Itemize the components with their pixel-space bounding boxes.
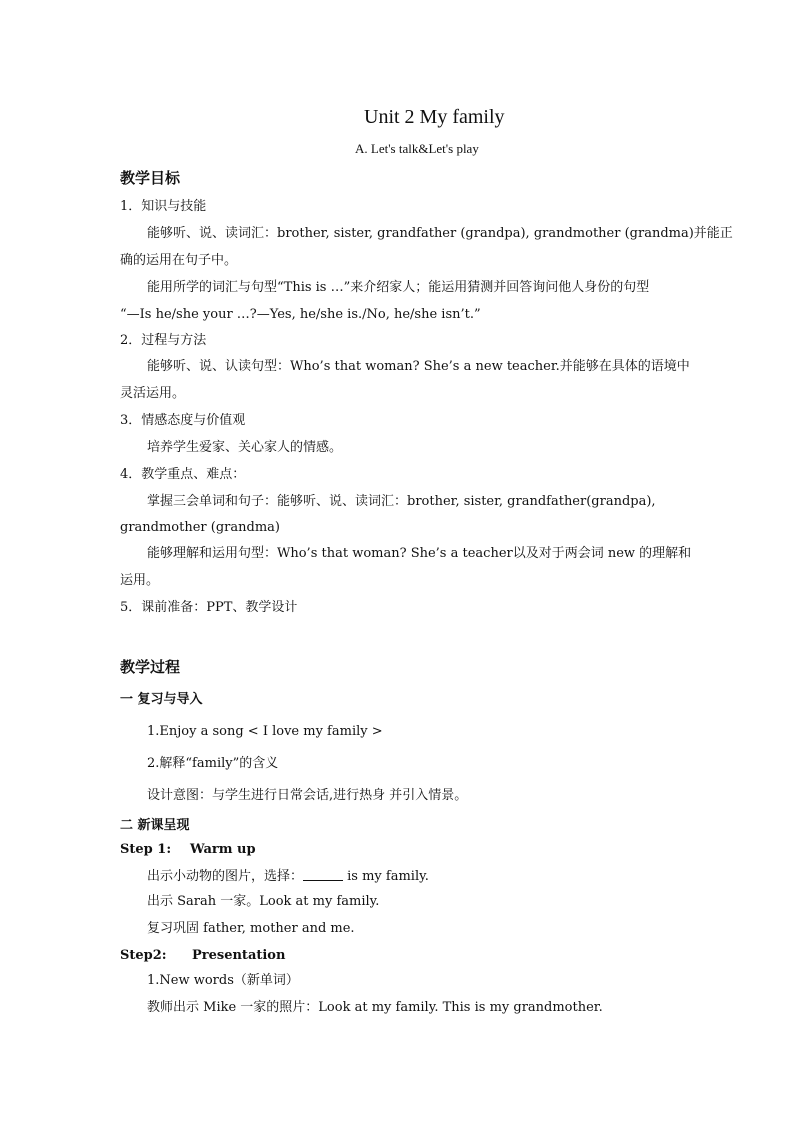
part-heading-new-lesson: 二 新课呈现 — [120, 818, 190, 833]
paragraph-line: “—Is he/she your …?—Yes, he/she is./No, he/she isn’t.” — [120, 307, 481, 322]
fill-in-blank — [303, 868, 343, 881]
step-line-text: 出示小动物的图片，选择： — [147, 869, 304, 884]
step-title: Warm up — [190, 842, 256, 857]
step-line: 出示 Sarah 一家。Look at my family. — [147, 894, 380, 909]
subsection-heading-key-points: 4．教学重点、难点： — [120, 467, 246, 482]
paragraph-line: 运用。 — [120, 573, 160, 588]
list-item: 1.Enjoy a song < I love my family > — [147, 724, 383, 739]
paragraph-line: 能用所学的词汇与句型“This is …”来介绍家人；能运用猜测并回答询问他人身份的句型 — [147, 280, 650, 295]
paragraph-line: grandmother (grandma) — [120, 520, 280, 535]
step-line — [147, 868, 429, 883]
paragraph-line: 能够听、说、读词汇：brother, sister, grandfather (grandpa), grandmother (grandma)并能正 — [147, 226, 733, 241]
subsection-heading-process: 2．过程与方法 — [120, 333, 207, 348]
list-item: 2.解释“family”的含义 — [147, 756, 279, 771]
step-line: 复习巩固 father, mother and me. — [147, 921, 355, 936]
step-line: 教师出示 Mike 一家的照片：Look at my family. This is my grandmother. — [147, 1000, 603, 1015]
paragraph-line: 灵活运用。 — [120, 386, 186, 401]
paragraph-line: 确的运用在句子中。 — [120, 253, 238, 268]
design-intent: 设计意图：与学生进行日常会话,进行热身 并引入情景。 — [147, 788, 468, 803]
document-subtitle: A. Let's talk&Let's play — [355, 141, 479, 156]
step-line: 1.New words（新单词） — [147, 973, 299, 988]
step-label: Step2: — [120, 948, 167, 963]
paragraph-line: 能够听、说、认读句型：Who’s that woman? She’s a new teacher.并能够在具体的语境中 — [147, 359, 690, 374]
subsection-heading-knowledge: 1．知识与技能 — [120, 199, 207, 214]
section-heading-process: 教学过程 — [120, 658, 181, 676]
paragraph-line: 培养学生爱家、关心家人的情感。 — [147, 440, 343, 455]
document-title: Unit 2 My family — [364, 106, 505, 128]
part-heading-review: 一 复习与导入 — [120, 692, 203, 707]
paragraph-line: 掌握三会单词和句子：能够听、说、读词汇：brother, sister, grandfather(grandpa), — [147, 494, 656, 509]
subsection-heading-values: 3．情感态度与价值观 — [120, 413, 246, 428]
step-title: Presentation — [192, 948, 286, 963]
subsection-heading-preparation: 5．课前准备：PPT、教学设计 — [120, 600, 298, 615]
paragraph-line: 能够理解和运用句型：Who’s that woman? She’s a teacher以及对于两会词 new 的理解和 — [147, 546, 692, 561]
section-heading-goals: 教学目标 — [120, 169, 181, 187]
step-line-text: is my family. — [343, 869, 429, 884]
step-label: Step 1: — [120, 842, 172, 857]
